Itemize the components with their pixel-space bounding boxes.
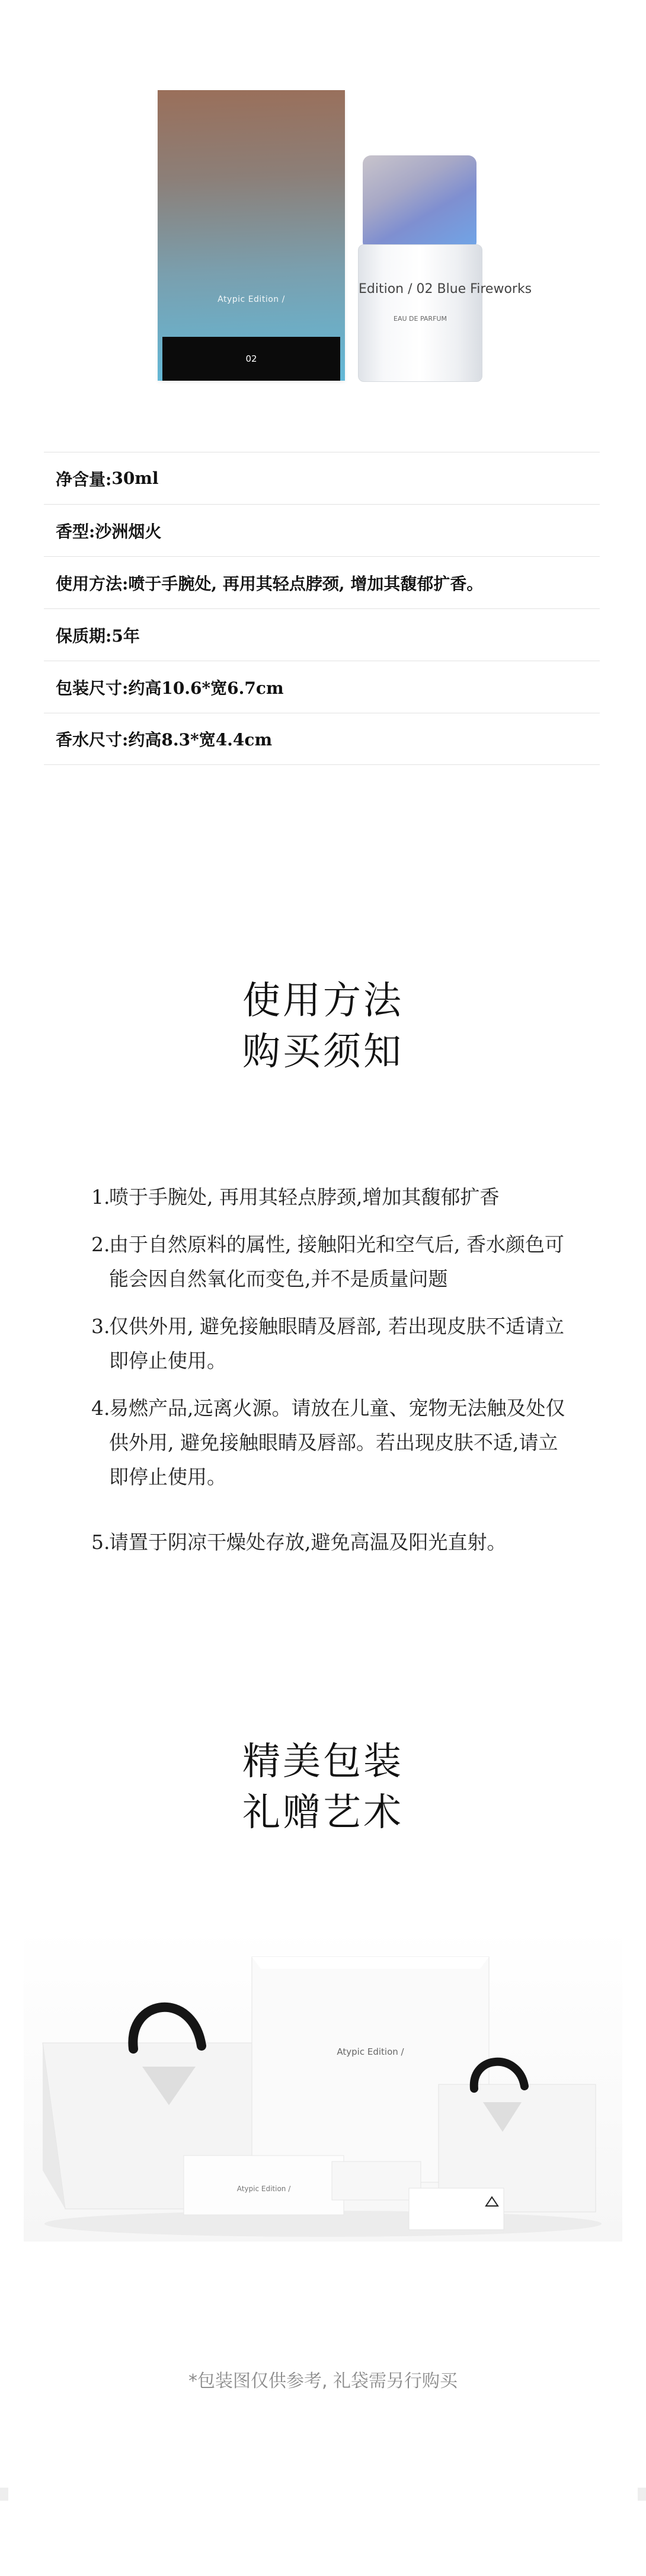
gift-packaging-illustration	[24, 1927, 622, 2242]
usage-title-line2: 购买须知	[242, 1030, 404, 1074]
note-number: 3.	[91, 1315, 110, 1338]
note-text: 喷于手腕处, 再用其轻点脖颈,增加其馥郁扩香	[109, 1185, 500, 1209]
spec-row-scent	[44, 504, 600, 556]
perfume-bottle	[358, 155, 532, 381]
spec-value: 30ml	[111, 468, 159, 488]
note-text: 请置于阴凉干燥处存放,避免高温及阳光直射。	[109, 1531, 507, 1554]
usage-note	[91, 1525, 565, 1560]
box-brand-text: Atypic Edition /	[218, 295, 285, 304]
spec-value: 沙洲烟火	[95, 521, 162, 541]
spec-key: 包装尺寸:	[56, 678, 129, 698]
spec-value: 约高10.6*宽6.7cm	[128, 678, 284, 698]
usage-note	[91, 1228, 565, 1296]
bottle-cap	[363, 155, 476, 250]
note-number: 1.	[91, 1185, 110, 1209]
usage-note	[91, 1309, 565, 1378]
box-number: 02	[162, 337, 340, 381]
left-edge-mark	[0, 2488, 8, 2501]
note-text: 仅供外用, 避免接触眼睛及唇部, 若出现皮肤不适请立即停止使用。	[109, 1315, 564, 1372]
bottle-sub-label: EAU DE PARFUM	[394, 315, 447, 323]
spec-value: 约高8.3*宽4.4cm	[128, 730, 273, 750]
inner-small-box	[332, 2161, 421, 2200]
perfume-box	[158, 90, 345, 381]
spec-row-shelf-life	[44, 608, 600, 661]
spec-row-bottle-size	[44, 713, 600, 765]
front-card-box	[184, 2156, 344, 2215]
spec-key: 保质期:	[56, 626, 112, 646]
packaging-title-line2: 礼赠艺术	[242, 1791, 404, 1835]
spec-row-usage	[44, 556, 600, 608]
spec-key: 香型:	[56, 521, 95, 541]
right-small-card	[409, 2188, 504, 2230]
bottle-glass	[358, 244, 532, 382]
note-number: 4.	[91, 1397, 110, 1420]
spec-value: 5年	[111, 626, 140, 646]
usage-note	[91, 1180, 565, 1214]
usage-notes-list	[91, 1180, 565, 1573]
packaging-heading	[0, 1736, 646, 1838]
spec-row-package-size	[44, 661, 600, 713]
note-text: 易燃产品,远离火源。请放在儿童、宠物无法触及处仅供外用, 避免接触眼睛及唇部。若出现皮肤不适,请立即停止使用。	[109, 1397, 565, 1488]
card-box-brand: Atypic Edition /	[236, 2185, 291, 2193]
spec-value: 喷于手腕处, 再用其轻点脖颈, 增加其馥郁扩香。	[128, 573, 484, 594]
gift-packaging-photo	[24, 1927, 622, 2242]
bottle-label: Edition / 02 Blue Fireworks	[359, 282, 532, 297]
spec-key: 净含量:	[56, 469, 112, 489]
right-edge-mark	[638, 2488, 646, 2501]
gift-box-brand: Atypic Edition /	[337, 2046, 404, 2057]
spec-key: 香水尺寸:	[56, 730, 129, 750]
packaging-caption: *包装图仅供参考, 礼袋需另行购买	[188, 2371, 458, 2392]
spec-table	[44, 452, 600, 765]
usage-note	[91, 1391, 565, 1494]
usage-heading	[0, 975, 646, 1077]
usage-title-line1: 使用方法	[242, 979, 404, 1023]
packaging-title-line1: 精美包装	[242, 1740, 404, 1784]
note-text: 由于自然原料的属性, 接触阳光和空气后, 香水颜色可能会因自然氧化而变色,并不是质量问题	[109, 1233, 564, 1290]
spec-row-volume	[44, 452, 600, 504]
note-number: 2.	[91, 1233, 110, 1256]
spec-key: 使用方法:	[56, 573, 129, 594]
note-number: 5.	[91, 1531, 110, 1554]
